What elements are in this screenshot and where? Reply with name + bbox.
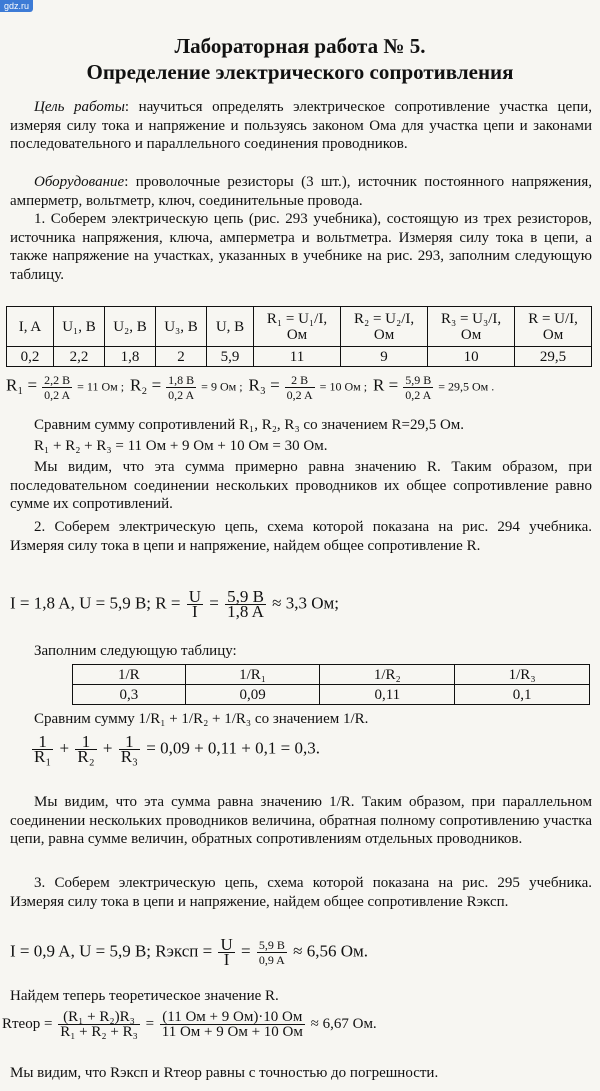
sum2-fraction-3: [119, 732, 140, 766]
step2-paragraph: [10, 518, 592, 555]
theor-num1: (R₁ + R₂)R₃: [58, 1010, 140, 1025]
theor-equals: =: [145, 1015, 155, 1032]
calc3-fraction-values: [257, 938, 287, 967]
calc3-num2: 5,9 B: [258, 938, 285, 952]
table1-header-cell: U₁, B: [54, 307, 105, 347]
table2-header-row: [73, 665, 590, 685]
sum2-result: = 0,09 + 0,11 + 0,1 = 0,3.: [146, 738, 320, 758]
sum2-f2-num: 1: [75, 735, 96, 750]
r-result: = 29,5 Ом .: [438, 379, 495, 394]
calc3-formula: [10, 935, 368, 969]
r1-label: R₁ =: [6, 375, 38, 395]
fill-table-text: Заполним следующую таблицу:: [34, 643, 237, 659]
table1-header-row: [7, 307, 592, 347]
r3-denominator: 0,2 A: [286, 388, 313, 402]
reciprocal-table: [72, 664, 590, 705]
title-line-1: Лабораторная работа № 5.: [174, 34, 426, 58]
table2-header-cell: 1/R₃: [455, 665, 590, 685]
goal-text: : научиться определять электрическое сопротивление участка цепи, измеряя силу тока и напряжение и пользуясь законом Ома для участка цепи и законами последовательного и параллельного соединения проводников.: [10, 99, 593, 152]
table2-cell: 0,1: [455, 685, 590, 705]
r2-numerator: 1,8 B: [168, 373, 195, 387]
sum2-f2-den: R₂: [77, 747, 95, 766]
fill-table-line: [10, 642, 592, 661]
r3-numerator: 2 B: [285, 373, 315, 388]
compare1-text: Сравним сумму сопротивлений R₁, R₂, R₃ со значением R=29,5 Ом.: [34, 417, 465, 433]
sum2-formula: $\frac{1}{\text{R₁}}$ + $\frac{1}{\text{R₂}}$ + $\frac{1}{\text{R₃}}$ = 0,09 + 0,11 + 0,1 = 0,3.: [34, 732, 320, 766]
title-line-2: Определение электрического сопротивления: [86, 60, 514, 84]
sum1-line: [10, 437, 592, 456]
calc3-result: ≈ 6,56 Ом.: [293, 941, 368, 961]
table2-data-row: [73, 685, 590, 705]
calc2-equals: =: [209, 593, 219, 613]
theor-den1: R₁ + R₂ + R₃: [60, 1024, 138, 1040]
r-fraction: [403, 373, 433, 402]
r2-label: R₂ =: [130, 375, 162, 395]
theor-num2: (11 Ом + 9 Ом)·10 Ом: [160, 1010, 305, 1025]
table2-cell: 0,11: [320, 685, 455, 705]
r3-fraction: [285, 373, 315, 402]
calc3-fraction-ui: [218, 935, 234, 969]
r1-fraction: [42, 373, 72, 402]
table1-cell: 1,8: [105, 347, 156, 367]
calc3-lead: I = 0,9 A, U = 5,9 B; Rэксп =: [10, 941, 213, 961]
calc2-fraction-ui: [187, 587, 203, 621]
sum2-fraction-1: [32, 732, 53, 766]
calc3-num1: U: [220, 935, 233, 954]
theor-den2: 11 Ом + 9 Ом + 10 Ом: [161, 1024, 303, 1040]
step1-text: 1. Соберем электрическую цепь (рис. 293 учебника), состоящую из трех резисторов, источника напряжения, ключа, амперметра и вольтметра. Измеряя силу тока в цепи, а также напряжение на участках, указанных в учебнике на рис. 293, заполним следующую таблицу.: [10, 211, 592, 283]
theor-line: [10, 987, 592, 1006]
table1-header-cell: R = U/I, Ом: [515, 307, 592, 347]
table1-cell: 5,9: [207, 347, 254, 367]
table2-cell: 0,3: [73, 685, 186, 705]
table1-data-row: [7, 347, 592, 367]
table1-cell: 0,2: [7, 347, 54, 367]
conclusion1-paragraph: [10, 458, 592, 514]
sum2-f1-num: 1: [32, 735, 53, 750]
step1-paragraph: [10, 210, 592, 284]
table1-header-cell: R₃ = U₃/I, Ом: [428, 307, 515, 347]
conclusion2-paragraph: [10, 793, 592, 849]
table2-header-cell: 1/R₁: [185, 665, 320, 685]
conclusion1-text: Мы видим, что эта сумма примерно равна значению R. Таким образом, при последовательном соединении нескольких проводников их общее сопротивление равно сумме их сопротивлений.: [10, 459, 592, 512]
final-text: Мы видим, что Rэксп и Rтеор равны с точностью до погрешности.: [10, 1065, 439, 1081]
calc2-lead: I = 1,8 A, U = 5,9 B; R =: [10, 593, 181, 613]
table1-header-cell: R₁ = U₁/I, Ом: [254, 307, 341, 347]
equipment-text: : проволочные резисторы (3 шт.), источник постоянного напряжения, амперметр, вольтметр, ключ, соединительные провода.: [10, 174, 592, 209]
resistance-calculations: [6, 373, 494, 402]
calc2-num2: 5,9 B: [227, 587, 264, 606]
compare1-line: [10, 416, 592, 435]
calc2-den1: I: [192, 602, 198, 621]
theor-fraction-values: [160, 1010, 305, 1039]
measurement-table: [6, 306, 592, 367]
theor-fraction-symbolic: [58, 1010, 140, 1039]
r1-denominator: 0,2 A: [44, 388, 71, 402]
compare2-text: Сравним сумму 1/R₁ + 1/R₂ + 1/R₃ со значением 1/R.: [34, 711, 369, 727]
table1-cell: 11: [254, 347, 341, 367]
table1-header-cell: I, A: [7, 307, 54, 347]
theor-formula: [2, 1010, 377, 1039]
conclusion2-text: Мы видим, что эта сумма равна значению 1/R. Таким образом, при параллельном соединении нескольких проводников величина, обратная полному сопротивлению участка цепи, равна сумме величин, обратных сопротивлениям отдельных проводников.: [10, 794, 592, 847]
sum2-f3-num: 1: [119, 735, 140, 750]
compare2-line: [10, 710, 592, 729]
calc2-num1: U: [188, 587, 201, 606]
calc2-result: ≈ 3,3 Ом;: [272, 593, 340, 613]
step2-text: 2. Соберем электрическую цепь, схема которой показана на рис. 294 учебника. Измеряя силу тока в цепи и напряжение, найдем общее сопротивление R.: [10, 519, 592, 554]
calc2-formula: [10, 587, 340, 621]
r2-fraction: [166, 373, 196, 402]
watermark: gdz.ru: [0, 0, 33, 12]
r2-denominator: 0,2 A: [168, 388, 195, 402]
table1-cell: 10: [428, 347, 515, 367]
theor-result: ≈ 6,67 Ом.: [310, 1015, 377, 1032]
table1-cell: 2: [156, 347, 207, 367]
calc2-fraction-values: [225, 587, 266, 621]
table1-cell: 9: [341, 347, 428, 367]
r3-result: = 10 Ом ;: [319, 379, 368, 394]
sum1-text: R₁ + R₂ + R₃ = 11 Ом + 9 Ом + 10 Ом = 30 Ом.: [34, 438, 328, 454]
r1-numerator: 2,2 B: [44, 373, 71, 387]
calc3-den1: I: [223, 950, 230, 969]
table2-cell: 0,09: [185, 685, 320, 705]
table1-header-cell: U₂, B: [105, 307, 156, 347]
r-denominator: 0,2 A: [405, 388, 432, 402]
r3-label: R₃ =: [248, 375, 280, 395]
goal-label: Цель работы: [34, 99, 125, 115]
table1-header-cell: R₂ = U₂/I, Ом: [341, 307, 428, 347]
table2-header-cell: 1/R₂: [320, 665, 455, 685]
sum2-f1-den: R₁: [34, 747, 52, 766]
table2-header-cell: 1/R: [73, 665, 186, 685]
sum2-fraction-2: [75, 732, 96, 766]
r-label: R =: [373, 375, 399, 395]
calc2-den2: 1,8 A: [227, 602, 264, 621]
table1-header-cell: U₃, B: [156, 307, 207, 347]
calc3-equals: =: [241, 941, 251, 961]
sum2-f3-den: R₃: [120, 747, 138, 766]
table1-cell: 2,2: [54, 347, 105, 367]
r2-result: = 9 Ом ;: [201, 379, 243, 394]
equipment-label: Оборудование: [34, 174, 125, 190]
theor-lead: Rтеор =: [2, 1015, 53, 1032]
step3-text: 3. Соберем электрическую цепь, схема которой показана на рис. 295 учебника. Измеряя силу тока в цепи и напряжение, найдем общее сопротивление Rэксп.: [10, 875, 592, 910]
r-numerator: 5,9 B: [405, 373, 432, 387]
table1-header-cell: U, B: [207, 307, 254, 347]
goal-paragraph: [10, 98, 592, 154]
final-line: [10, 1064, 592, 1083]
table1-cell: 29,5: [515, 347, 592, 367]
calc3-den2: 0,9 A: [258, 953, 285, 967]
step3-paragraph: [10, 874, 592, 911]
theor-text: Найдем теперь теоретическое значение R.: [10, 988, 279, 1004]
r1-result: = 11 Ом ;: [77, 379, 125, 394]
equipment-paragraph: [10, 173, 592, 210]
